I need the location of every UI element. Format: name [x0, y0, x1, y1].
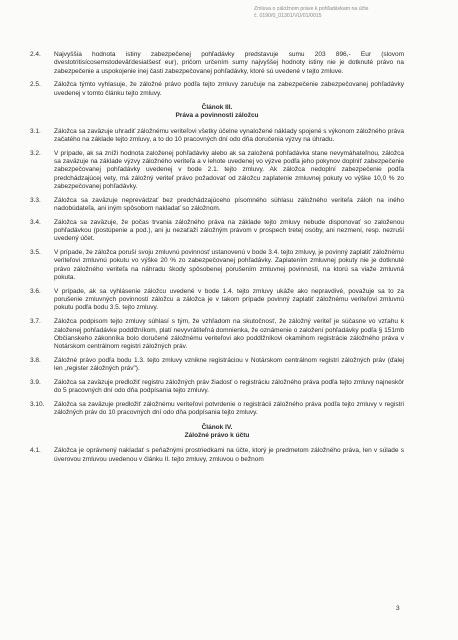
clause-4-1	[30, 447, 404, 464]
clause-number: 3.4.	[30, 218, 41, 226]
clause-2-4	[30, 51, 404, 76]
clause-number: 3.6.	[30, 287, 41, 295]
clause-number: 4.1.	[30, 447, 41, 455]
clause-text: Záložca sa zaväzuje predložiť záložnému veriteľovi potvrdenie o registrácii záložného práva podľa tejto zmluvy v registri záložných práv do 10 pracovných dní odo dňa podpísania tejto zmluvy.	[54, 401, 404, 417]
clause-3-1	[30, 128, 404, 145]
clause-text: V prípade, ak sa zníži hodnota založenej pohľadávky alebo ak sa založená pohľadávka stane nevymáhateľnou, záložca sa zaväzuje na základe výzvy záložného veriteľa a v lehote uvedenej vo výzve podľa jeho pokynov doplniť zabezpečenie zabezpečovanej pohľadávky uvedenej v bode 2.1. tejto zmluvy. Ak záložca nedoplní zabezpečenie podľa predchádzajúcej vety, má záložný veriteľ právo požadovať od záložcu zaplatenie zmluvnej pokuty vo výške 10,0 % zo zabezpečovanej pohľadávky.	[54, 149, 404, 190]
clause-3-9	[30, 379, 404, 396]
clause-text: Záložca podpisom tejto zmluvy súhlasí s tým, že vzhľadom na skutočnosť, že záložný veriteľ je súčasne vo vzťahu k založenej pohľadávke poddlžníkom, platí nevyvrátiteľná domnienka, že oznámenie o založení pohľadávky podľa § 151mb Občianskeho zákonníka bolo doručené záložnému veriteľovi ako poddlžníkovi okamihom registrácie záložného práva v Notárskom centrálnom registri záložných práv.	[54, 318, 404, 351]
document-header	[254, 6, 434, 19]
article-subtitle: Práva a povinnosti záložcu	[175, 112, 259, 120]
clause-number: 3.3.	[30, 196, 41, 204]
clause-number: 2.4.	[30, 51, 41, 58]
header-title: Zmluva o záložnom práve k pohľadávkam na účte	[254, 6, 369, 12]
clause-number: 3.10.	[30, 401, 45, 409]
clause-text: Záložca sa zaväzuje, že počas trvania záložného práva na základe tejto zmluvy nebude disponovať so založenou pohľadávkou (postúpenie a pod.), ani ju nezaťaží záložným právom v prospech tretej osoby, ani nezmení, resp. nezruší uvedený účet.	[54, 218, 404, 243]
clause-text: Záložné právo podľa bodu 1.3. tejto zmluvy vznikne registráciou v Notárskom centrálnom registri záložných práv (ďalej len „register záložných práv").	[54, 356, 404, 373]
clause-text: V prípade, že záložca poruší svoju zmluvnú povinnosť ustanovenú v bode 3.4. tejto zmluvy, je povinný zaplatiť záložnému veriteľovi zmluvnú pokutu vo výške 20 % zo zabezpečovanej pohľadávky. Zaplatením zmluvnej pokuty nie je dotknuté právo záložného veriteľa na náhradu škody spôsobenej porušením zmluvnej povinnosti, na ktorú sa viaže zmluvná pokuta.	[54, 249, 404, 282]
page-number: 3	[396, 605, 400, 612]
clause-text: Záložca týmto vyhlasuje, že záložné právo podľa tejto zmluvy zaručuje na zabezpečenie zabezpečovanej pohľadávky uvedenej v tomto článku tejto zmluvy.	[54, 81, 404, 97]
clause-text: Záložca sa zaväzuje uhradiť záložnému veriteľovi všetky účelne vynaložené náklady spojené s výkonom záložného práva začatého na základe tejto zmluvy, a to do 10 pracovných dní odo dňa doručenia výzvy na úhradu.	[54, 127, 404, 143]
clause-number: 3.8.	[30, 356, 41, 364]
clause-number: 3.5.	[30, 249, 41, 257]
clause-number: 3.2.	[30, 149, 41, 157]
article-title: Článok III.	[201, 103, 233, 111]
article-subtitle: Záložné právo k účtu	[184, 431, 250, 439]
clause-text: Záložca sa zaväzuje predložiť registru záložných práv žiadosť o registráciu záložného práva podľa tejto zmluvy najneskôr do 5 pracovných dní odo dňa podpísania tejto zmluvy.	[54, 379, 404, 395]
clause-text: Záložca sa zaväzuje neprevádzať bez predchádzajúceho písomného súhlasu záložného veriteľa záloh na iného nadobúdateľa, ani iným spôsobom nakladať so záložnom.	[54, 196, 404, 212]
clause-number: 3.9.	[30, 379, 41, 386]
clause-text: V prípade, ak sa vyhlásenie záložcu uvedené v bode 1.4. tejto zmluvy ukáže ako nepravdivé, považuje sa to za porušenie zmluvných povinností záložcu a záložca je v takom prípade povinný zaplatiť záložnému veriteľovi zmluvnú pokutu podľa bodu 3.5. tejto zmluvy.	[54, 287, 404, 312]
clause-2-5	[30, 81, 404, 98]
clause-3-7	[30, 318, 404, 351]
clause-number: 3.7.	[30, 318, 41, 326]
clause-3-4	[30, 219, 404, 244]
article-4-heading	[30, 424, 404, 441]
clause-number: 3.1.	[30, 127, 41, 135]
clause-3-10	[30, 401, 404, 418]
clause-3-6	[30, 288, 404, 313]
clause-number: 2.5.	[30, 81, 41, 89]
clause-3-8	[30, 357, 404, 374]
clause-text: Záložca je oprávnený nakladať s peňažnými prostriedkami na účte, ktorý je predmetom záložného práva, len v súlade s úverovou zmluvou uvedenou v článku II. tejto zmluvy, zmluvou o bežnom	[54, 447, 404, 463]
clause-3-2	[30, 150, 404, 191]
article-3-heading	[30, 104, 404, 121]
clause-3-5	[30, 249, 404, 282]
article-title: Článok IV.	[201, 423, 233, 431]
document-body	[30, 51, 404, 469]
clause-3-3	[30, 197, 404, 214]
header-reference: č. 0190/0_01301/VÚ/01/0015	[254, 12, 322, 19]
clause-text: Najvyššia hodnota istiny zabezpečenej pohľadávky predstavuje sumu 203 896,- Eur (slovom dvestotritisícosemstodeväťdesiatšesť eur), pričom určením sumy najvyššej hodnoty istiny nie je dotknuté právo na zabezpečenie a uspokojenie inej časti zabezpečovanej pohľadávky, ktoré sú uvedené v tejto zmluve.	[54, 51, 404, 75]
